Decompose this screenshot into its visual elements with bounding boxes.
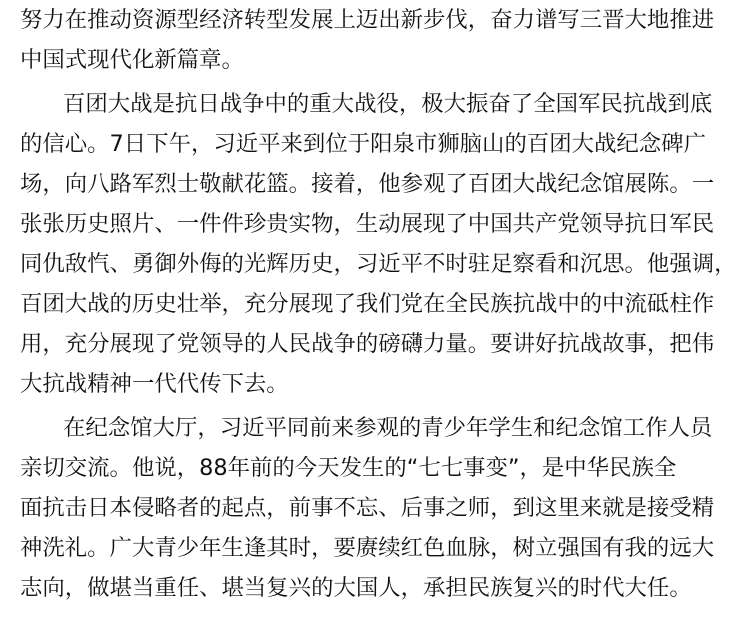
text-line-10: 大抗战精神一代代传下去。 [20, 371, 289, 397]
text-line-8: 百团大战的历史壮举，充分展现了我们党在全民族抗战中的中流砥柱作 [20, 291, 715, 317]
text-line-9: 用，充分展现了党领导的人民战争的磅礴力量。要讲好抗战故事，把伟 [20, 331, 715, 357]
text-line-11: 在纪念馆大厅，习近平同前来参观的青少年学生和纪念馆工作人员 [63, 415, 713, 441]
text-line-7: 同仇敌忾、勇御外侮的光辉历史，习近平不时驻足察看和沉思。他强调， [20, 251, 737, 277]
text-line-14: 神洗礼。广大青少年生逢其时，要赓续红色血脉，树立强国有我的远大 [20, 535, 715, 561]
text-line-2: 中国式现代化新篇章。 [20, 47, 244, 73]
text-line-1: 努力在推动资源型经济转型发展上迈出新步伐，奋力谱写三晋大地推进 [20, 7, 715, 33]
text-line-12: 亲切交流。他说，88年前的今天发生的“七七事变”，是中华民族全 [20, 455, 677, 481]
text-line-4: 的信心。7日下午，习近平来到位于阳泉市狮脑山的百团大战纪念碑广 [20, 131, 706, 157]
text-line-13: 面抗击日本侵略者的起点，前事不忘、后事之师，到这里来就是接受精 [20, 495, 715, 521]
text-line-3: 百团大战是抗日战争中的重大战役，极大振奋了全国军民抗战到底 [63, 91, 713, 117]
text-line-5: 场，向八路军烈士敬献花篮。接着，他参观了百团大战纪念馆展陈。一 [20, 171, 715, 197]
text-line-6: 张张历史照片、一件件珍贵实物，生动展现了中国共产党领导抗日军民 [20, 211, 715, 237]
text-line-15: 志向，做堪当重任、堪当复兴的大国人，承担民族复兴的时代大任。 [20, 575, 692, 601]
